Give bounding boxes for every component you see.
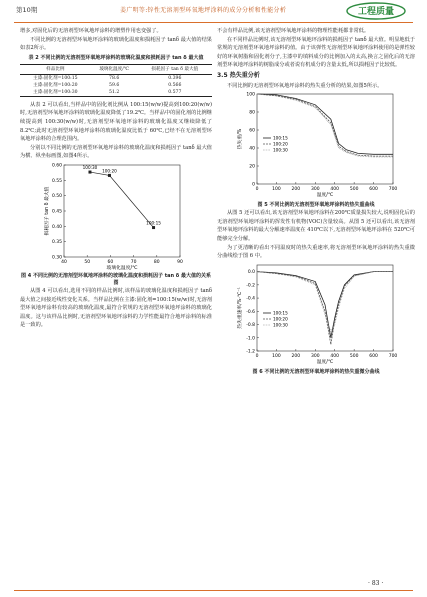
x-axis-label: 温度/℃ xyxy=(316,193,334,199)
table-cell: 78.6 xyxy=(109,75,120,81)
x-tick-label: 0 xyxy=(255,187,259,193)
series-line xyxy=(257,271,393,344)
y-tick-label: -0.6 xyxy=(246,309,255,315)
y-tick-label: 0.55 xyxy=(51,178,62,184)
right-column xyxy=(217,27,415,376)
table-header: 损耗因子 tan δ 最大值 xyxy=(138,64,212,74)
y-tick-label: -0.4 xyxy=(246,296,255,302)
table-row xyxy=(20,74,212,82)
running-title: 姜广明等:锌性无溶剂型环氧地坪涂料的成分分析和性能分析 xyxy=(120,7,287,14)
table-cell: 0.396 xyxy=(168,75,182,81)
x-tick-label: 200 xyxy=(291,187,301,193)
x-tick-label: 700 xyxy=(388,187,398,193)
figure-caption: 图 6 不同比例的无溶剂型环氧地坪涂料的热失重微分曲线 xyxy=(252,368,380,375)
paragraph: 为了更清晰的看出不同温度时的热失重速率,将无溶剂型环氧地坪涂料的热失重微分曲线绘于图 6 中。 xyxy=(217,244,415,260)
x-tick-label: 300 xyxy=(310,353,320,359)
x-tick-label: 50 xyxy=(84,259,91,265)
figure-5-chart xyxy=(217,90,415,202)
table-cell: 51.2 xyxy=(91,89,138,97)
x-tick-label: 400 xyxy=(330,353,340,359)
y-tick-label: 0.30 xyxy=(51,255,62,261)
figure-caption: 图 5 不同比例的无溶剂型环氧地坪涂料的热失重曲线 xyxy=(257,202,375,209)
y-tick-label: 100 xyxy=(246,92,255,98)
legend-label: 100:15 xyxy=(273,310,288,316)
y-tick-label: 40 xyxy=(249,146,255,152)
figure-caption: 图 4 不同比例的无溶剂型环氧地坪涂料的玻璃化温度和损耗因子 tan δ 最大值的关系图 xyxy=(21,272,211,286)
table-caption: 表 2 不同比例的无溶剂型环氧地坪涂料的玻璃化温度和损耗因子 tan δ 最大值 xyxy=(28,54,204,61)
series-line xyxy=(257,271,393,337)
issue-label: 第10期 xyxy=(16,6,38,14)
page-number: · 83 · xyxy=(368,580,384,587)
x-tick-label: 700 xyxy=(388,353,398,359)
y-tick-label: 0.50 xyxy=(51,194,62,200)
paragraph: 分别以不同比例的无溶剂型环氧地坪涂料的玻璃化温度和损耗因子 tanδ 最大值为横、纵坐标画图,如图4所示。 xyxy=(20,144,212,160)
footer-rule xyxy=(14,590,413,591)
paragraph: 增多,对固化后的无溶剂型环氧地坪涂料的增塑作用也变强了。 xyxy=(20,28,162,34)
legend-label: 100:30 xyxy=(273,147,288,153)
x-tick-label: 70 xyxy=(130,259,137,265)
table-header: 样品比例 xyxy=(20,64,91,74)
x-tick-label: 500 xyxy=(349,187,359,193)
header-rule xyxy=(14,22,413,23)
x-tick-label: 500 xyxy=(349,353,359,359)
paragraph: 不同比例的无溶剂型环氧地坪涂料的玻璃化温度和损耗因子 tanδ 最大值的结果如表2所示。 xyxy=(20,36,212,52)
paragraph: 从表 2 可以看出,当样品中的固化剂比例从 100:15(w/w)提高到100:20(w/w)时,无溶剂型环氧地坪涂料的玻璃化温度降低了19.2℃。当样品中的固化剂的比例继续提高到 100:30(w/w)时,无溶剂型环氧地坪涂料的玻璃化温度又继续降低了 8.2℃;此时无溶剂型环氧地坪涂料的玻璃化温度比低于 60℃,已经不在无溶剂型环氧地坪涂料的合理范围内。 xyxy=(20,101,212,143)
x-axis-label: 玻璃化温度/℃ xyxy=(106,265,138,271)
x-tick-label: 40 xyxy=(61,259,67,265)
legend-label: 100:20 xyxy=(273,316,288,322)
section-heading: 3.5 热失重分析 xyxy=(217,71,260,79)
x-tick-label: 600 xyxy=(369,353,378,359)
data-point xyxy=(152,226,155,229)
y-axis-label: 热失重速率/%·℃⁻¹ xyxy=(238,286,243,329)
plot-frame xyxy=(257,265,393,351)
legend-label: 100:15 xyxy=(273,135,288,141)
journal-logo xyxy=(345,1,407,21)
x-tick-label: 200 xyxy=(291,353,301,359)
x-tick-label: 0 xyxy=(255,353,259,359)
table-cell: 主漆:固化剂=100:15 xyxy=(33,75,78,81)
y-tick-label: 0.40 xyxy=(51,224,62,230)
y-tick-label: 0.60 xyxy=(51,163,62,169)
table-header: 玻璃化温度/℃ xyxy=(91,64,138,74)
table-cell: 0.566 xyxy=(168,82,182,88)
table-row xyxy=(20,82,212,89)
table-row xyxy=(20,89,212,97)
paragraph: 不会有样品比例,该无溶剂型环氧地坪涂料的物理性能耗都非常低。 xyxy=(217,28,370,34)
point-label: 100:30 xyxy=(82,164,98,170)
x-tick-label: 300 xyxy=(310,187,320,193)
paragraph: 在不同样品比例时,该无溶剂型环氧地坪涂料的损耗因子 tanδ 最大值。明显地低于常规的无溶剂型环氧地坪涂料的值。由于该弹性无溶剂型环氧地坪涂料使用的是弹性较好的环氧树脂和固化剂分子,主漆中的填料成分的比例加入的太高,换言之固化后的无溶剂型环氧地坪涂料的树脂成分或者说有机成分的含量太低,所以损耗因子比较低。 xyxy=(217,36,415,69)
y-tick-label: 0 xyxy=(252,182,255,188)
x-tick-label: 600 xyxy=(369,187,378,193)
y-tick-label: 60 xyxy=(249,128,255,134)
point-label: 100:20 xyxy=(102,168,117,174)
y-tick-label: 80 xyxy=(249,110,255,116)
y-axis-label: 损耗因子 tan δ 最大值 xyxy=(45,186,50,236)
y-tick-label: -0.8 xyxy=(246,322,255,328)
y-tick-label: -1.0 xyxy=(246,335,255,341)
y-tick-label: 0.35 xyxy=(51,240,62,246)
left-column xyxy=(20,27,212,330)
y-tick-label: 0.45 xyxy=(51,209,62,215)
x-tick-label: 400 xyxy=(330,187,340,193)
series-line xyxy=(90,172,154,228)
data-point xyxy=(88,170,91,173)
svg-text:工程质量: 工程质量 xyxy=(357,7,395,17)
y-tick-label: 0.0 xyxy=(247,269,255,275)
table-cell: 主漆:固化剂=100:30 xyxy=(20,89,91,97)
y-tick-label: -0.2 xyxy=(246,283,255,289)
table-cell: 主漆:固化剂=100:20 xyxy=(33,82,78,88)
figure-6-chart xyxy=(217,261,415,369)
point-label: 100:15 xyxy=(146,220,161,226)
x-tick-label: 90 xyxy=(177,259,183,265)
x-tick-label: 100 xyxy=(272,187,281,193)
x-tick-label: 60 xyxy=(107,259,114,265)
paragraph: 不同比例的无溶剂型环氧地坪涂料的热失重分析的结果,如图5所示。 xyxy=(227,82,383,89)
x-tick-label: 80 xyxy=(153,259,160,265)
figure-4-chart xyxy=(20,161,212,273)
plot-frame xyxy=(64,165,180,257)
table-2 xyxy=(20,64,212,97)
table-cell: 59.6 xyxy=(109,82,120,88)
y-axis-label: 热失重/% xyxy=(238,128,243,150)
paragraph: 从图 4 可以看出,选用不同的样品比例时,该样品的玻璃化温度和损耗因子 tanδ 最大值之间接近线性变化关系。当样品比例在主漆:固化剂=100:15(w/w)时,无溶剂型环氧地坪涂料有较高的玻璃化温度,最符合常规的无溶剂型环氧地坪涂料的玻璃化温度。这与该样品比例时,无溶剂型环氧地坪涂料的力学性能最符合地坪涂料的标准是一致的。 xyxy=(20,287,212,329)
x-tick-label: 100 xyxy=(272,353,281,359)
data-point xyxy=(108,174,111,177)
y-tick-label: -1.2 xyxy=(246,349,255,355)
y-tick-label: 20 xyxy=(249,164,255,170)
legend-label: 100:30 xyxy=(273,322,288,328)
x-axis-label: 温度/℃ xyxy=(316,359,334,365)
table-cell: 0.577 xyxy=(138,89,212,97)
paragraph: 从图 5 还可以看出,该无溶剂型环氧地坪涂料在200℃质量损失较大,说明固化后的无溶剂型环氧地坪涂料的挥发性有机物(VOC)含量较高。从图 5 还可以看出,该无溶剂型环氧地坪涂料的最大分解速率温度在 410℃以下,无溶剂型环氧地坪涂料在 520℃可能够完全分解。 xyxy=(217,210,415,242)
legend-label: 100:20 xyxy=(273,141,288,147)
